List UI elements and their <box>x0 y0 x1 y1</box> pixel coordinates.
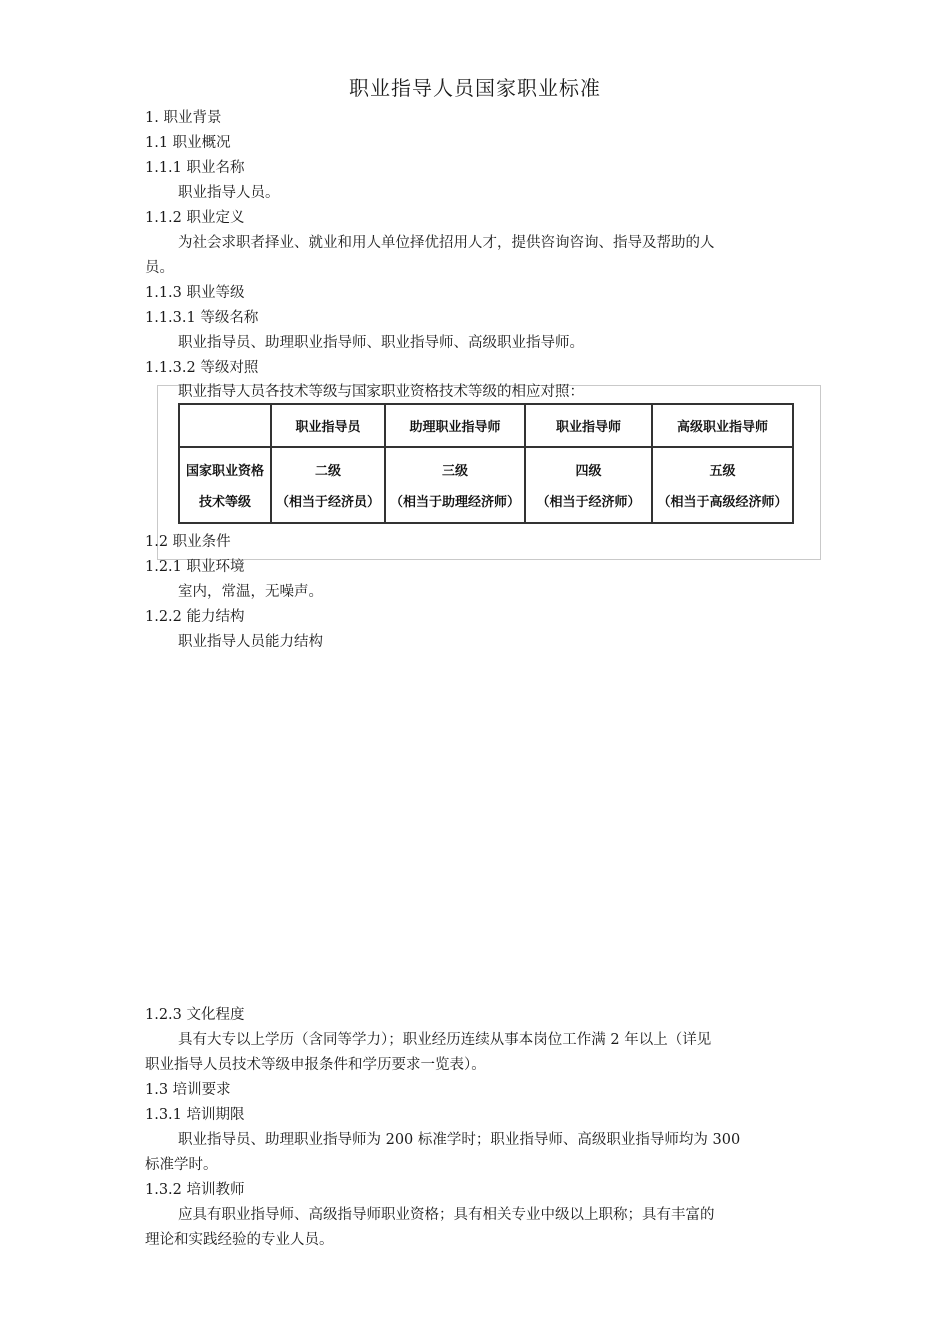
row-label-cell <box>179 447 271 523</box>
section-1-2-1-heading: 1.2.1 职业环境 <box>145 559 245 575</box>
section-1-1-3-1-heading: 1.1.3.1 等级名称 <box>145 310 259 326</box>
section-1-1-2-heading: 1.1.2 职业定义 <box>145 210 245 226</box>
table-header-cell: 职业指导师 <box>525 404 652 447</box>
section-1-3-1-body-line2: 标准学时。 <box>145 1157 218 1173</box>
level-equivalent: （相当于高级经济师） <box>657 495 788 510</box>
level-name: 三级 <box>441 464 468 479</box>
level-cell <box>525 447 652 523</box>
level-equivalent: （相当于经济员） <box>275 495 380 510</box>
section-1-3-heading: 1.3 培训要求 <box>145 1082 231 1098</box>
row-label-line1: 国家职业资格 <box>185 464 264 479</box>
table-header-cell: 高级职业指导师 <box>652 404 793 447</box>
section-1-1-1-heading: 1.1.1 职业名称 <box>145 160 245 176</box>
section-1-2-3-body-line1: 具有大专以上学历（含同等学力）；职业经历连续从事本岗位工作满 2 年以上（详见 <box>178 1032 712 1048</box>
section-1-2-2-heading: 1.2.2 能力结构 <box>145 609 245 625</box>
level-equivalent: （相当于助理经济师） <box>389 495 520 510</box>
document-title: 职业指导人员国家职业标准 <box>349 76 601 100</box>
row-label-line2: 技术等级 <box>198 495 251 510</box>
level-cell <box>652 447 793 523</box>
section-1-1-1-body: 职业指导人员。 <box>178 185 280 201</box>
table-header-row <box>179 404 793 447</box>
section-1-2-2-body: 职业指导人员能力结构 <box>178 634 323 650</box>
section-1-1-3-1-body: 职业指导员、助理职业指导师、职业指导师、高级职业指导师。 <box>178 335 584 351</box>
table-header-cell: 助理职业指导师 <box>385 404 525 447</box>
section-1-3-2-body-line2: 理论和实践经验的专业人员。 <box>145 1232 334 1248</box>
level-cell <box>385 447 525 523</box>
section-1-1-3-2-body: 职业指导人员各技术等级与国家职业资格技术等级的相应对照： <box>178 384 584 400</box>
level-equivalent: （相当于经济师） <box>536 495 641 510</box>
section-1-1-3-2-heading: 1.1.3.2 等级对照 <box>145 360 259 376</box>
section-1-1-2-body-line1: 为社会求职者择业、就业和用人单位择优招用人才，提供咨询咨询、指导及帮助的人 <box>178 235 715 251</box>
section-1-heading: 1. 职业背景 <box>145 110 222 126</box>
section-1-1-3-heading: 1.1.3 职业等级 <box>145 285 245 301</box>
level-name: 四级 <box>575 464 602 479</box>
grade-comparison-table <box>178 403 794 524</box>
section-1-3-1-body-line1: 职业指导员、助理职业指导师为 200 标准学时；职业指导师、高级职业指导师均为 300 <box>178 1132 741 1148</box>
table-header-cell: 职业指导员 <box>271 404 385 447</box>
section-1-3-1-heading: 1.3.1 培训期限 <box>145 1107 245 1123</box>
section-1-3-2-body-line1: 应具有职业指导师、高级指导师职业资格；具有相关专业中级以上职称；具有丰富的 <box>178 1207 715 1223</box>
table-row <box>179 447 793 523</box>
table-header-cell-empty <box>179 404 271 447</box>
level-cell <box>271 447 385 523</box>
level-name: 二级 <box>314 464 341 479</box>
section-1-2-1-body: 室内，常温，无噪声。 <box>178 584 323 600</box>
level-name: 五级 <box>709 464 736 479</box>
section-1-2-3-body-line2: 职业指导人员技术等级申报条件和学历要求一览表）。 <box>145 1057 486 1073</box>
section-1-1-heading: 1.1 职业概况 <box>145 135 231 151</box>
section-1-2-3-heading: 1.2.3 文化程度 <box>145 1007 245 1023</box>
section-1-3-2-heading: 1.3.2 培训教师 <box>145 1182 245 1198</box>
section-1-1-2-body-line2: 员。 <box>145 260 174 276</box>
section-1-2-heading: 1.2 职业条件 <box>145 534 231 550</box>
